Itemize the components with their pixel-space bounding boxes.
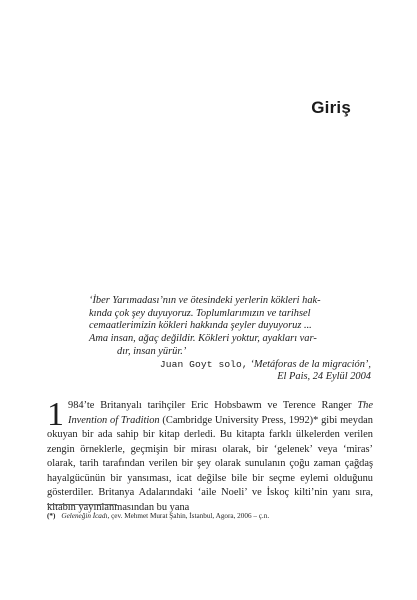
- epigraph-work: ‘Metáforas de la migración’,: [250, 358, 371, 370]
- footnote-divider: [47, 504, 117, 505]
- epigraph-line: cemaatlerimizin kökleri hakkında şeyler duyuyoruz ...: [89, 320, 312, 332]
- book-title: The Invention of Tradition: [68, 400, 373, 426]
- epigraph-source: El Pais, 24 Eylül 2004: [277, 371, 371, 383]
- paragraph-start: 984’te Britanyalı tarihçiler Eric Hobsbawm ve Terence Ranger: [68, 400, 358, 411]
- body-text: [47, 396, 373, 515]
- drop-cap: 1: [47, 396, 64, 433]
- epigraph-author: Juan Goyt solo,: [159, 358, 248, 370]
- epigraph-line: dır, insan yürür.’: [117, 345, 187, 357]
- paragraph-rest: (Cambridge University Press, 1992)* gibi meydan okuyan bir ada sahip bir kitap derledi. Bu kitapta farklı ülkelerden verilen zengin örneklerle, geçmişin bir mirası olarak, bir ‘gelenek’ veya ‘miras’ olarak, tarih tarafından verilen bir şey olarak sunulanın çoğu zaman çağdaş hayalgücünün bir yansıması, icat değilse bile bir seçme eylemi olduğunu gösterdiler. Britanya Adalarındaki ‘aile Noeli’ ve İskoç kilti’nin yanı sıra, kitabın yayınlanmasından bu yana: [47, 414, 373, 513]
- footnote-text: , çev. Mehmet Murat Şahin, İstanbul, Agora, 2006 – ç.n.: [107, 512, 270, 520]
- footnote-title: Geleneğin İcadı: [61, 512, 108, 520]
- chapter-title: Giriş: [311, 98, 351, 117]
- epigraph: [89, 295, 371, 384]
- footnote-marker: (*): [47, 512, 56, 520]
- epigraph-line: kında çok şey duyuyoruz. Toplumlarımızın ve tarihsel: [89, 307, 311, 319]
- footnote: [47, 512, 373, 520]
- epigraph-line: Ama insan, ağaç değildir. Kökleri yoktur, ayakları var-: [89, 333, 317, 345]
- body-paragraph: [47, 396, 373, 515]
- epigraph-line: ‘İber Yarımadası’nın ve ötesindeki yerlerin kökleri hak-: [89, 295, 321, 306]
- epigraph-attribution: [89, 359, 371, 372]
